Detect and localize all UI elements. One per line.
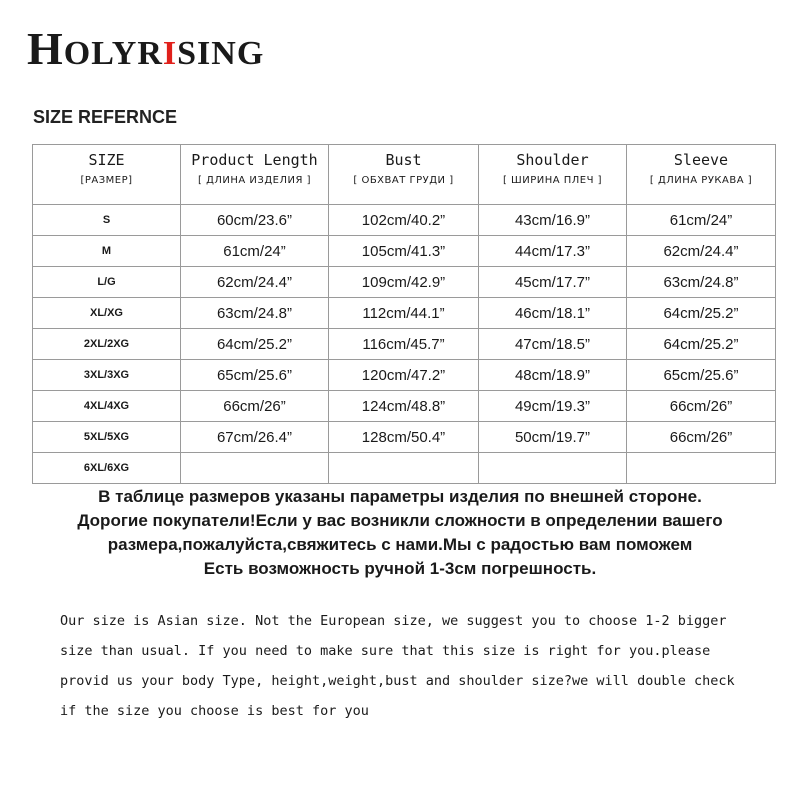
length-cell: 64cm/25.2” bbox=[181, 329, 329, 360]
length-cell: 65cm/25.6” bbox=[181, 360, 329, 391]
english-note bbox=[60, 606, 785, 726]
length-cell: 61cm/24” bbox=[181, 236, 329, 267]
en-note-line: provid us your body Type, height,weight,bust and shoulder size?we will double check bbox=[60, 673, 735, 689]
en-note-line: size than usual. If you need to make sure that this size is right for you.please bbox=[60, 643, 711, 659]
shoulder-cell: 45cm/17.7” bbox=[479, 267, 627, 298]
length-cell: 60cm/23.6” bbox=[181, 205, 329, 236]
table-row bbox=[33, 360, 776, 391]
header-label: Sleeve bbox=[673, 151, 729, 169]
header-product-length bbox=[181, 145, 329, 205]
table-row bbox=[33, 422, 776, 453]
en-note-line: if the size you choose is best for you bbox=[60, 703, 369, 719]
section-title: SIZE REFERNCE bbox=[33, 107, 178, 127]
bust-cell: 105cm/41.3” bbox=[329, 236, 479, 267]
bust-cell: 109cm/42.9” bbox=[329, 267, 479, 298]
header-sleeve bbox=[627, 145, 776, 205]
bust-cell: 112cm/44.1” bbox=[329, 298, 479, 329]
size-cell: 6XL/6XG bbox=[33, 453, 181, 484]
sleeve-cell bbox=[627, 453, 776, 484]
ru-note-line: Есть возможность ручной 1-3см погрешность. bbox=[203, 559, 597, 578]
en-note-line: Our size is Asian size. Not the European size, we suggest you to choose 1-2 bigger bbox=[60, 613, 727, 629]
length-cell: 63cm/24.8” bbox=[181, 298, 329, 329]
bust-cell: 128cm/50.4” bbox=[329, 422, 479, 453]
bust-cell: 120cm/47.2” bbox=[329, 360, 479, 391]
sleeve-cell: 66cm/26” bbox=[627, 391, 776, 422]
shoulder-cell: 50cm/19.7” bbox=[479, 422, 627, 453]
shoulder-cell: 44cm/17.3” bbox=[479, 236, 627, 267]
logo-part-2: SING bbox=[177, 35, 265, 72]
header-label: SIZE bbox=[88, 151, 125, 169]
header-size bbox=[33, 145, 181, 205]
shoulder-cell bbox=[479, 453, 627, 484]
logo-red-letter: I bbox=[162, 35, 178, 72]
ru-note-line: размера,пожалуйста,свяжитесь с нами.Мы с радостью вам поможем bbox=[107, 535, 693, 554]
size-cell: S bbox=[33, 205, 181, 236]
sleeve-cell: 65cm/25.6” bbox=[627, 360, 776, 391]
header-shoulder bbox=[479, 145, 627, 205]
size-table bbox=[32, 144, 776, 484]
sleeve-cell: 66cm/26” bbox=[627, 422, 776, 453]
size-cell: 4XL/4XG bbox=[33, 391, 181, 422]
shoulder-cell: 49cm/19.3” bbox=[479, 391, 627, 422]
table-row bbox=[33, 391, 776, 422]
header-label: Bust bbox=[385, 151, 422, 169]
table-row bbox=[33, 453, 776, 484]
ru-note-line: Дорогие покупатели!Если у вас возникли сложности в определении вашего bbox=[77, 511, 723, 530]
header-sub: [ ДЛИНА ИЗДЕЛИЯ ] bbox=[198, 175, 311, 186]
size-cell: 2XL/2XG bbox=[33, 329, 181, 360]
sleeve-cell: 64cm/25.2” bbox=[627, 298, 776, 329]
bust-cell bbox=[329, 453, 479, 484]
header-sub: [ ШИРИНА ПЛЕЧ ] bbox=[502, 175, 603, 186]
table-row bbox=[33, 205, 776, 236]
table-row bbox=[33, 298, 776, 329]
sleeve-cell: 62cm/24.4” bbox=[627, 236, 776, 267]
logo-first-letter: H bbox=[27, 23, 64, 74]
sleeve-cell: 63cm/24.8” bbox=[627, 267, 776, 298]
length-cell: 67cm/26.4” bbox=[181, 422, 329, 453]
bust-cell: 116cm/45.7” bbox=[329, 329, 479, 360]
size-cell: 3XL/3XG bbox=[33, 360, 181, 391]
header-label: Product Length bbox=[191, 151, 318, 169]
shoulder-cell: 47cm/18.5” bbox=[479, 329, 627, 360]
length-cell: 66cm/26” bbox=[181, 391, 329, 422]
shoulder-cell: 43cm/16.9” bbox=[479, 205, 627, 236]
bust-cell: 102cm/40.2” bbox=[329, 205, 479, 236]
size-cell: L/G bbox=[33, 267, 181, 298]
ru-note-line: В таблице размеров указаны параметры изделия по внешней стороне. bbox=[98, 487, 702, 506]
shoulder-cell: 48cm/18.9” bbox=[479, 360, 627, 391]
header-sub: [ ОБХВАТ ГРУДИ ] bbox=[353, 175, 454, 186]
brand-logo bbox=[27, 23, 265, 77]
size-cell: 5XL/5XG bbox=[33, 422, 181, 453]
size-cell: M bbox=[33, 236, 181, 267]
header-bust bbox=[329, 145, 479, 205]
table-row bbox=[33, 267, 776, 298]
table-row bbox=[33, 236, 776, 267]
table-row bbox=[33, 329, 776, 360]
length-cell: 62cm/24.4” bbox=[181, 267, 329, 298]
size-cell: XL/XG bbox=[33, 298, 181, 329]
bust-cell: 124cm/48.8” bbox=[329, 391, 479, 422]
russian-notes bbox=[0, 485, 800, 581]
table-header-row bbox=[33, 145, 776, 205]
logo-part-1: OLYR bbox=[63, 35, 163, 72]
shoulder-cell: 46cm/18.1” bbox=[479, 298, 627, 329]
header-sub: [РАЗМЕР] bbox=[80, 175, 133, 186]
length-cell bbox=[181, 453, 329, 484]
sleeve-cell: 64cm/25.2” bbox=[627, 329, 776, 360]
header-sub: [ ДЛИНА РУКАВА ] bbox=[649, 175, 753, 186]
sleeve-cell: 61cm/24” bbox=[627, 205, 776, 236]
header-label: Shoulder bbox=[516, 151, 589, 169]
